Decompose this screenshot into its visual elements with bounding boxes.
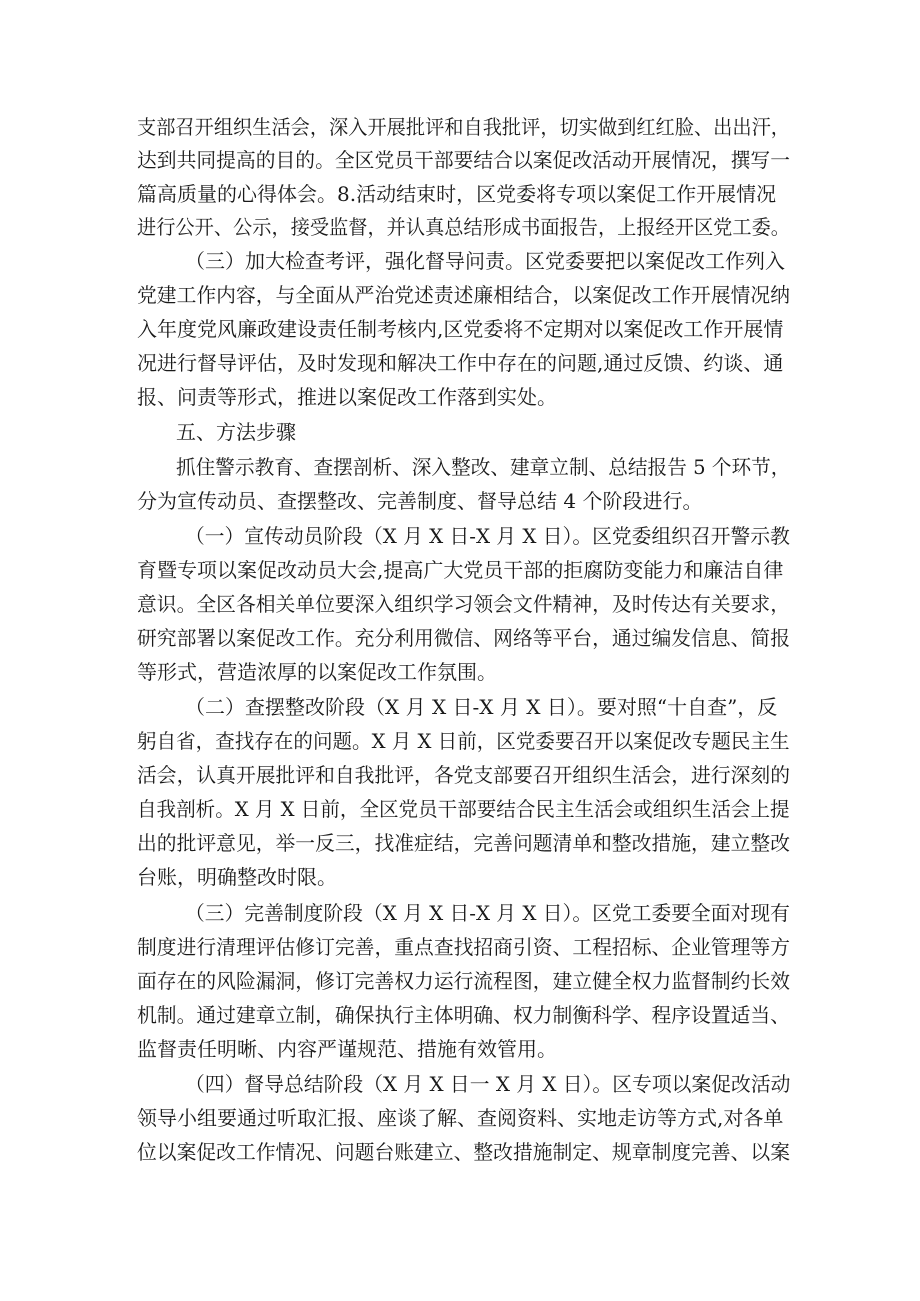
- text-line: 制度进行清理评估修订完善，重点查找招商引资、工程招标、企业管理等方: [137, 935, 790, 959]
- text-line: （一）宣传动员阶段（X 月 X 日-X 月 X 日）。区党委组织召开警示教: [185, 524, 790, 548]
- text-line: 进行公开、公示，接受监督，并认真总结形成书面报告，上报经开区党工委。: [137, 215, 790, 239]
- text-line: 活会，认真开展批评和自我批评，各党支部要召开组织生活会，进行深刻的: [137, 763, 790, 787]
- text-line: 入年度党风廉政建设责任制考核内,区党委将不定期对以案促改工作开展情: [137, 317, 784, 341]
- text-line: 意识。全区各相关单位要深入组织学习领会文件精神，及时传达有关要求，: [137, 592, 790, 616]
- text-line: （三）完善制度阶段（X 月 X 日-X 月 X 日）。区党工委要全面对现有: [185, 901, 790, 925]
- text-line: 台账，明确整改时限。: [137, 865, 337, 889]
- text-line: 研究部署以案促改工作。充分利用微信、网络等平台，通过编发信息、简报: [137, 626, 790, 650]
- text-line: 躬自省，查找存在的问题。X 月 X 日前，区党委要召开以案促改专题民主生: [137, 729, 790, 753]
- text-line: 等形式，营造浓厚的以案促改工作氛围。: [137, 660, 497, 684]
- text-line: 支部召开组织生活会，深入开展批评和自我批评，切实做到红红脸、出出汗，: [137, 115, 790, 139]
- text-line: 抓住警示教育、查摆剖析、深入整改、建章立制、总结报告 5 个环节，: [176, 455, 791, 479]
- text-line: 党建工作内容，与全面从严治党述责述廉相结合，以案促改工作开展情况纳: [137, 283, 790, 307]
- text-line: 篇高质量的心得体会。8.活动结束时，区党委将专项以案促工作开展情况: [137, 182, 777, 206]
- section-heading: 五、方法步骤: [176, 420, 296, 444]
- text-line: 报、问责等形式，推进以案促改工作落到实处。: [137, 385, 557, 409]
- text-line: 况进行督导评估，及时发现和解决工作中存在的问题,通过反馈、约谈、通: [137, 351, 784, 375]
- text-line: 育暨专项以案促改动员大会,提高广大党员干部的拒腐防变能力和廉洁自律: [137, 558, 784, 582]
- text-line: 达到共同提高的目的。全区党员干部要结合以案促改活动开展情况，撰写一: [137, 148, 790, 172]
- text-line: 监督责任明晰、内容严谨规范、措施有效管用。: [137, 1037, 557, 1061]
- text-line: 分为宣传动员、查摆整改、完善制度、督导总结 4 个阶段进行。: [137, 489, 703, 513]
- text-line: 机制。通过建章立制，确保执行主体明确、权力制衡科学、程序设置适当、: [137, 1003, 790, 1027]
- text-line: 位以案促改工作情况、问题台账建立、整改措施制定、规章制度完善、以案: [137, 1140, 790, 1164]
- text-line: 自我剖析。X 月 X 日前，全区党员干部要结合民主生活会或组织生活会上提: [137, 797, 790, 821]
- text-line: （三）加大检查考评，强化督导问责。区党委要把以案促改工作列入: [185, 249, 785, 273]
- text-line: 出的批评意见，举一反三，找准症结，完善问题清单和整改措施，建立整改: [137, 831, 790, 855]
- text-line: （二）查摆整改阶段（X 月 X 日-X 月 X 日）。要对照“十自查”，反: [185, 695, 778, 719]
- text-line: 领导小组要通过听取汇报、座谈了解、查阅资料、实地走访等方式,对各单: [137, 1106, 784, 1130]
- text-line: 面存在的风险漏洞，修订完善权力运行流程图，建立健全权力监督制约长效: [137, 969, 790, 993]
- text-line: （四）督导总结阶段（X 月 X 日一 X 月 X 日）。区专项以案促改活动: [185, 1072, 791, 1096]
